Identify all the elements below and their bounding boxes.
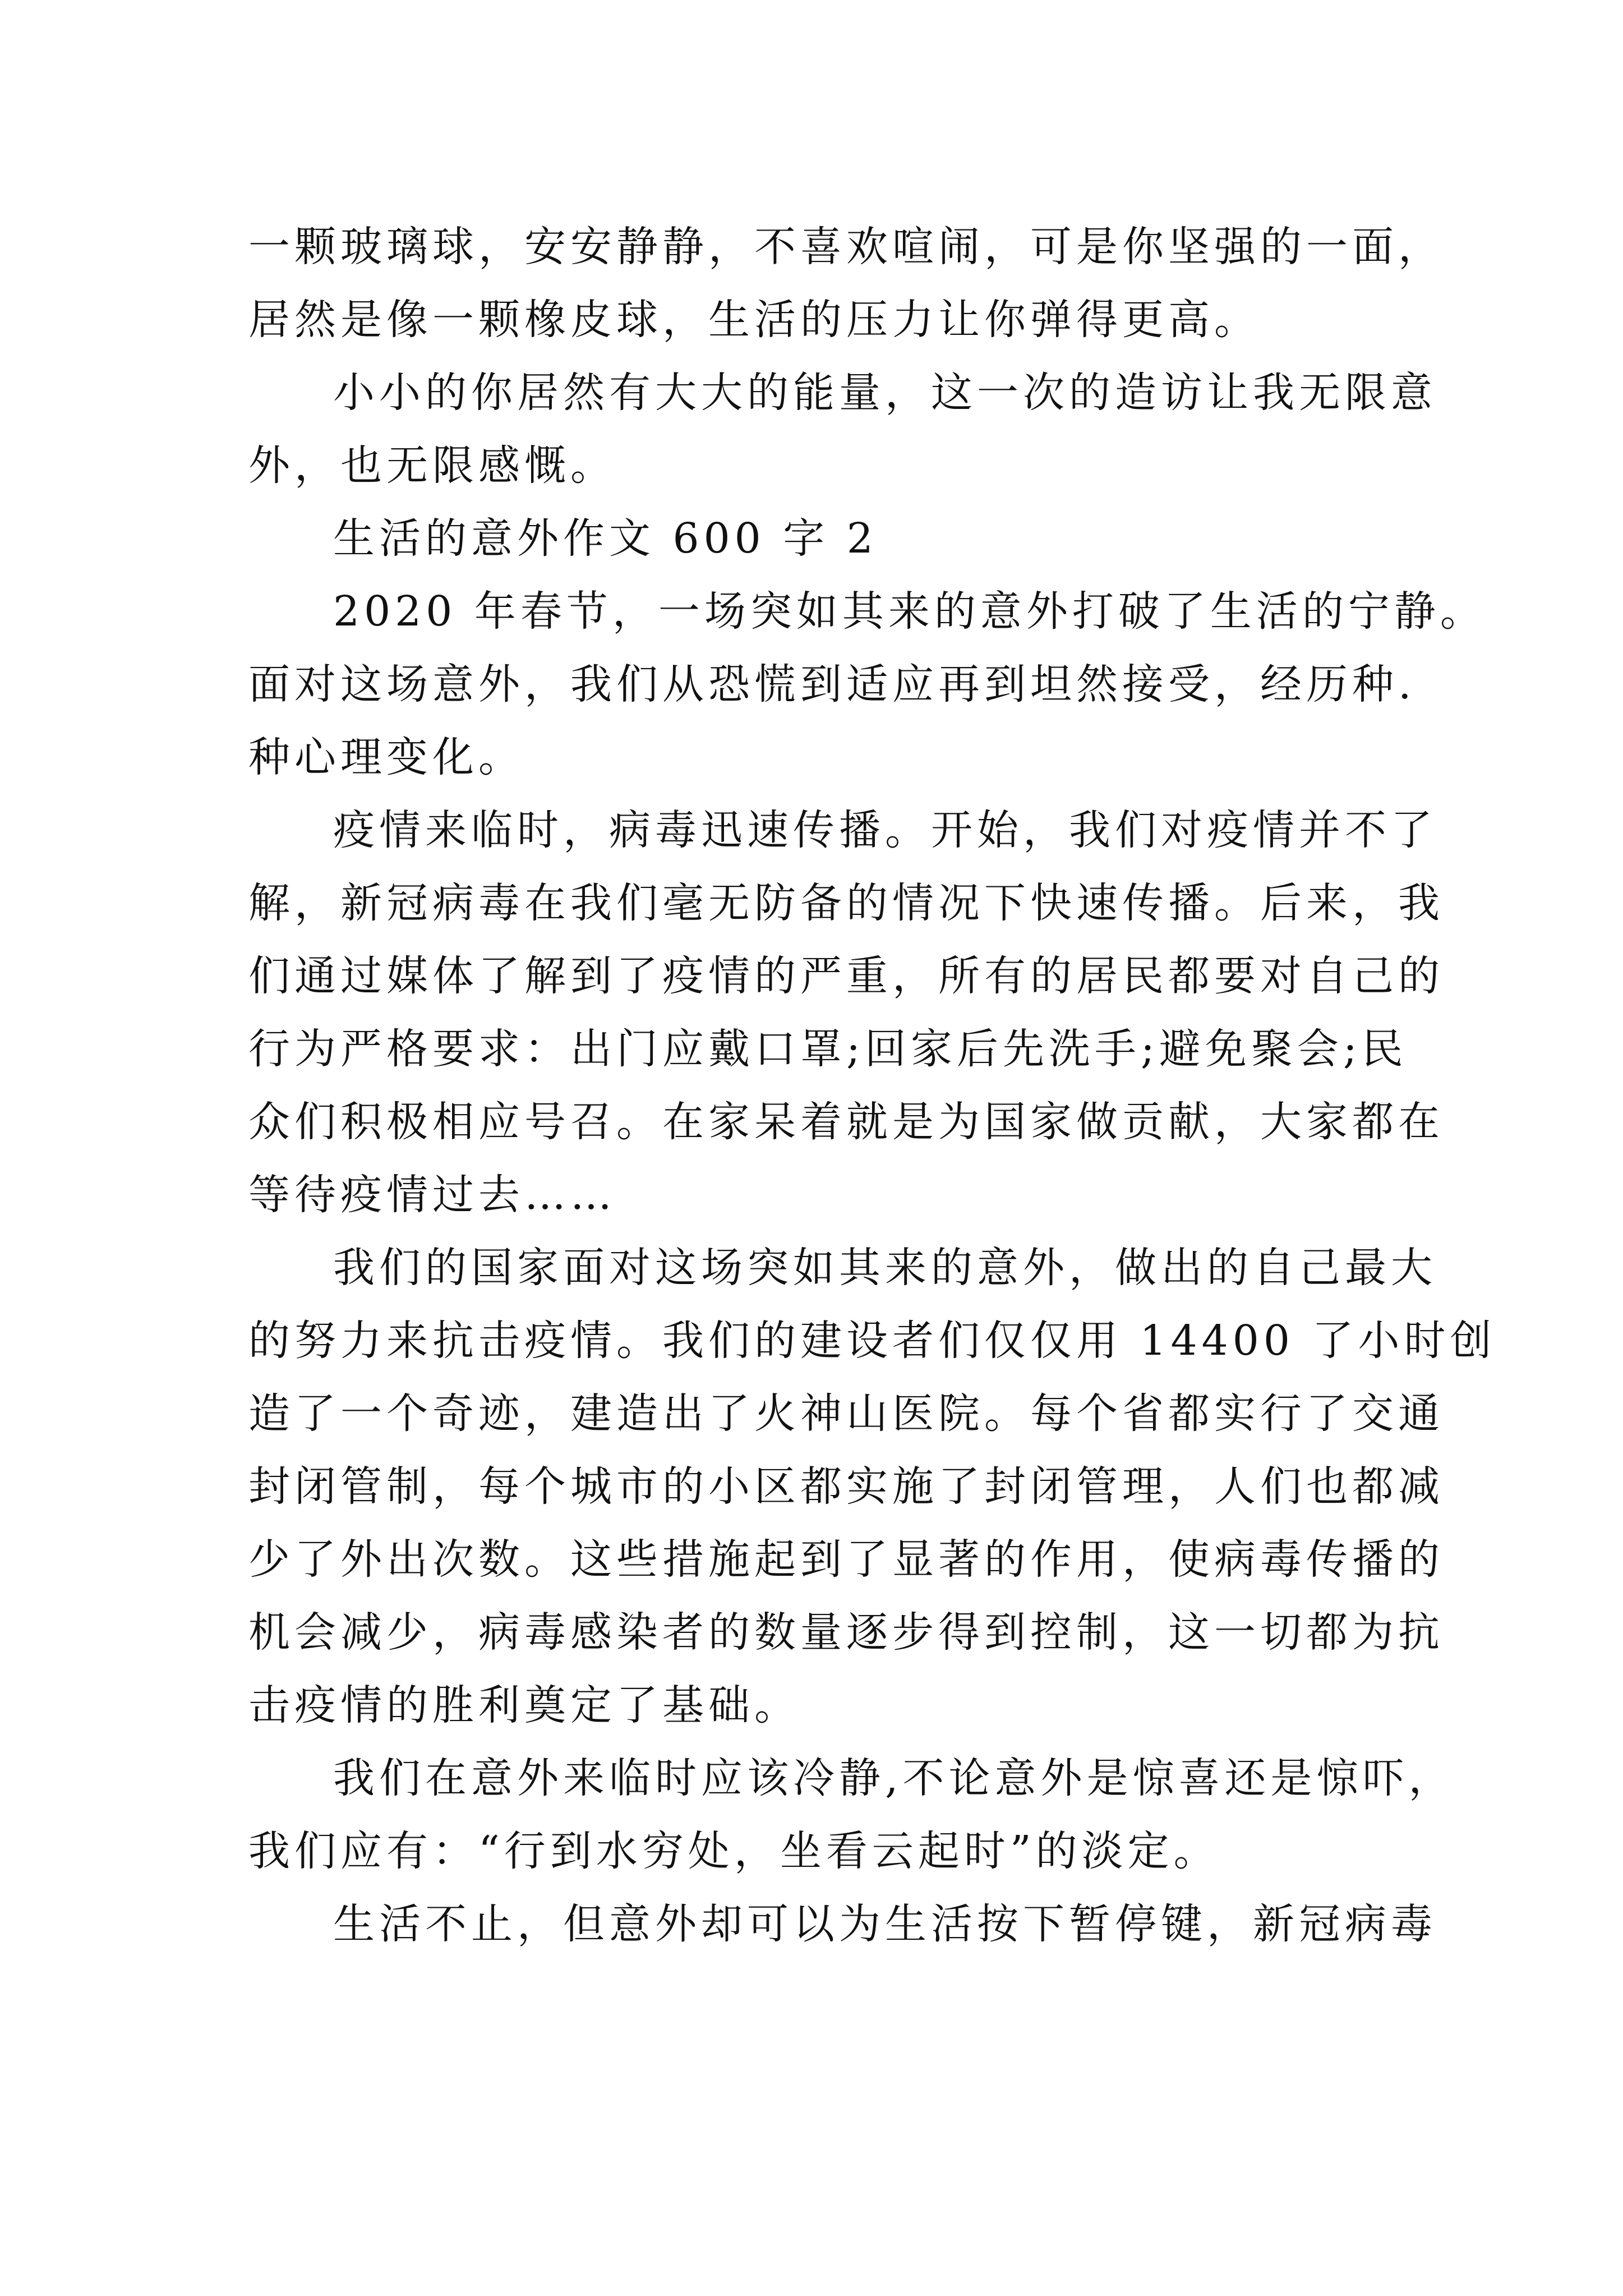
section-heading: 生活的意外作文 600 字 2 [333, 514, 878, 563]
text-line: 们通过媒体了解到了疫情的严重，所有的居民都要对自己的 [248, 952, 1444, 1000]
text-line: 等待疫情过去…… [248, 1171, 616, 1219]
text-line: 我们在意外来临时应该冷静,不论意外是惊喜还是惊吓， [333, 1754, 1455, 1802]
text-line: 机会减少，病毒感染者的数量逐步得到控制，这一切都为抗 [248, 1608, 1444, 1657]
text-line: 造了一个奇迹，建造出了火神山医院。每个省都实行了交通 [248, 1389, 1444, 1438]
text-line: 少了外出次数。这些措施起到了显著的作用，使病毒传播的 [248, 1535, 1444, 1584]
text-line: 2020 年春节，一场突如其来的意外打破了生活的宁静。 [333, 587, 1486, 636]
text-line: 外，也无限感慨。 [248, 441, 616, 490]
text-line: 我们应有：“行到水穷处，坐看云起时”的淡定。 [248, 1827, 1220, 1875]
text-line: 的努力来抗击疫情。我们的建设者们仅仅用 14400 了小时创 [248, 1317, 1496, 1365]
text-line: 行为严格要求：出门应戴口罩;回家后先洗手;避免聚会;民 [248, 1025, 1408, 1073]
text-line: 封闭管制，每个城市的小区都实施了封闭管理，人们也都减 [248, 1462, 1444, 1511]
text-line: 众们积极相应号召。在家呆着就是为国家做贡献，大家都在 [248, 1098, 1444, 1146]
text-line: 面对这场意外，我们从恐慌到适应再到坦然接受，经历种. [248, 660, 1416, 708]
text-line: 解，新冠病毒在我们毫无防备的情况下快速传播。后来，我 [248, 879, 1444, 927]
text-line: 居然是像一颗橡皮球，生活的压力让你弹得更高。 [248, 296, 1260, 344]
text-line: 种心理变化。 [248, 733, 524, 781]
text-line: 我们的国家面对这场突如其来的意外，做出的自己最大 [333, 1244, 1437, 1292]
text-line: 一颗玻璃球，安安静静，不喜欢喧闹，可是你坚强的一面， [248, 223, 1444, 271]
text-line: 击疫情的胜利奠定了基础。 [248, 1681, 800, 1729]
text-line: 疫情来临时，病毒迅速传播。开始，我们对疫情并不了 [333, 806, 1437, 854]
text-line: 小小的你居然有大大的能量，这一次的造访让我无限意 [333, 369, 1437, 417]
text-line: 生活不止，但意外却可以为生活按下暂停键，新冠病毒 [333, 1900, 1437, 1948]
